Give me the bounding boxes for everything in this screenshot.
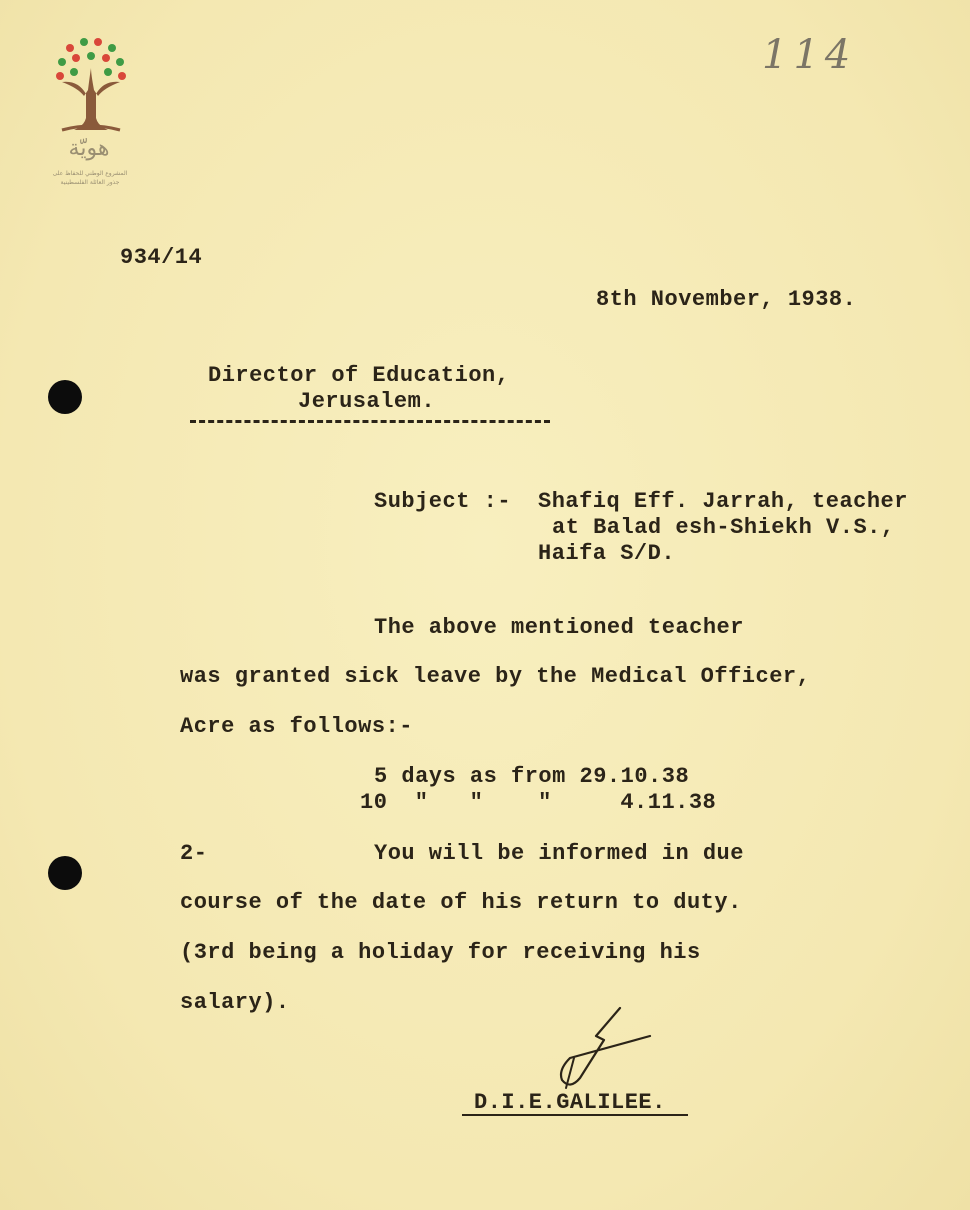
subject-line2: at Balad esh-Shiekh V.S., [552,515,895,540]
logo-caption-line2: جذور العائلة الفلسطينية [60,179,120,186]
punch-hole-bottom [48,856,82,890]
signatory-name: D.I.E.GALILEE. [474,1090,666,1115]
signatory-underline [462,1114,688,1116]
hawiya-logo [48,34,130,194]
body-para1-line1: The above mentioned teacher [374,615,744,640]
letter-date: 8th November, 1938. [596,287,857,312]
body-para1-line3: Acre as follows:- [180,714,413,739]
body-para2-number: 2- [180,841,208,866]
body-para2-line2: course of the date of his return to duty. [180,890,742,915]
addressee-line2: Jerusalem. [298,389,436,414]
logo-caption-line1: المشروع الوطني للحفاظ على [52,170,128,177]
addressee-underline [190,420,550,423]
leave-line2: 10 " " " 4.11.38 [360,790,717,815]
body-para2-line3: (3rd being a holiday for receiving his [180,940,701,965]
subject-line1: Shafiq Eff. Jarrah, teacher [538,489,908,514]
logo-arabic-title: هويّة [68,136,110,161]
punch-hole-top [48,380,82,414]
addressee-line1: Director of Education, [208,363,510,388]
reference-number: 934/14 [120,245,203,270]
handwritten-signature [540,1000,660,1100]
body-para2-line4: salary). [180,990,290,1015]
subject-label: Subject :- [374,489,512,514]
body-para2-line1: You will be informed in due [374,841,744,866]
subject-line3: Haifa S/D. [538,541,676,566]
leave-line1: 5 days as from 29.10.38 [374,764,690,789]
body-para1-line2: was granted sick leave by the Medical Officer, [180,664,811,689]
handwritten-folio-number: 114 [762,32,857,78]
